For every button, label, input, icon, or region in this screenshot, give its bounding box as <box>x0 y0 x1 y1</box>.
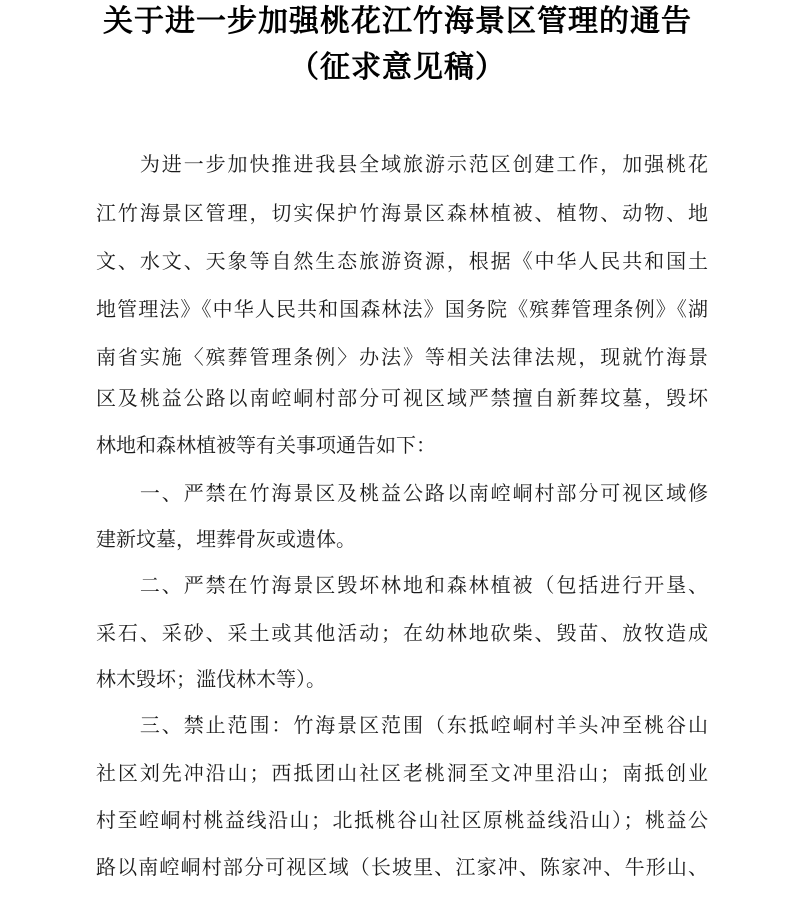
body-line: 林地和森林植被等有关事项通告如下： <box>96 433 436 457</box>
body-line: 社区刘先冲沿山；西抵团山社区老桃洞至文冲里沿山；南抵创业 <box>96 761 708 785</box>
document-title: 关于进一步加强桃花江竹海景区管理的通告 <box>103 4 692 39</box>
body-line: 建新坟墓，埋葬骨灰或遗体。 <box>96 527 356 551</box>
body-line: 采石、采砂、采土或其他活动；在幼林地砍柴、毁苗、放牧造成 <box>96 621 708 645</box>
body-line: 文、水文、天象等自然生态旅游资源，根据《中华人民共和国土 <box>96 249 708 273</box>
body-line: 区及桃益公路以南崆峒村部分可视区域严禁擅自新葬坟墓，毁坏 <box>96 386 708 410</box>
body-line: 为进一步加快推进我县全域旅游示范区创建工作，加强桃花 <box>96 152 708 176</box>
body-line: 地管理法》《中华人民共和国森林法》国务院《殡葬管理条例》《湖 <box>96 297 708 321</box>
body-line: 一、严禁在竹海景区及桃益公路以南崆峒村部分可视区域修 <box>96 481 708 505</box>
body-line: 二、严禁在竹海景区毁坏林地和森林植被（包括进行开垦、 <box>96 573 708 597</box>
body-line: 村至崆峒村桃益线沿山；北抵桃谷山社区原桃益线沿山）；桃益公 <box>96 808 708 832</box>
body-line: 林木毁坏；滥伐林木等）。 <box>96 667 326 691</box>
body-line: 三、禁止范围：竹海景区范围（东抵崆峒村羊头冲至桃谷山 <box>96 713 708 737</box>
body-line: 南省实施〈殡葬管理条例〉办法》等相关法律法规，现就竹海景 <box>96 345 708 369</box>
document-subtitle: （征求意见稿） <box>289 50 506 85</box>
body-line: 江竹海景区管理，切实保护竹海景区森林植被、植物、动物、地 <box>96 201 708 225</box>
body-line: 路以南崆峒村部分可视区域（长坡里、江家冲、陈家冲、牛形山、 <box>96 855 708 879</box>
